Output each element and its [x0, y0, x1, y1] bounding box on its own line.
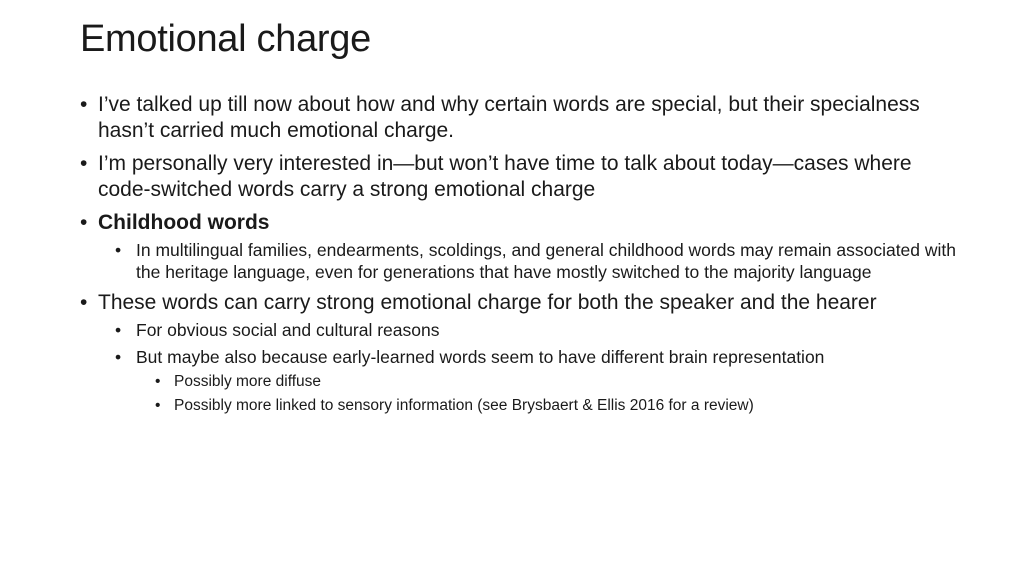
sub-sub-bullet-text: Possibly more diffuse	[174, 373, 322, 390]
bullet-point	[80, 151, 960, 203]
sub-bullet-list	[98, 320, 960, 415]
sub-bullet-point	[115, 320, 960, 342]
bullet-point	[80, 92, 960, 144]
slide-title: Emotional charge	[80, 18, 371, 60]
bullet-marker: •	[155, 373, 161, 390]
sub-bullet-point	[115, 240, 960, 283]
bullet-text: I’ve talked up till now about how and why certain words are special, but their specialness hasn’t carried much emotional charge.	[98, 93, 920, 142]
bullet-text: I’m personally very interested in—but won’t have time to talk about today—cases where code-switched words carry a strong emotional charge	[98, 152, 912, 201]
bullet-marker: •	[80, 93, 88, 116]
sub-bullet-text: In multilingual families, endearments, scoldings, and general childhood words may remain associated with the heritage language, even for generations that have mostly switched to the majority language	[136, 240, 957, 282]
sub-bullet-text: For obvious social and cultural reasons	[136, 320, 440, 340]
bullet-marker: •	[155, 397, 161, 414]
bullet-marker: •	[115, 240, 122, 260]
sub-sub-bullet-text: Possibly more linked to sensory information (see Brysbaert & Ellis 2016 for a review)	[174, 397, 754, 414]
bullet-marker: •	[80, 211, 88, 234]
bullet-text: These words can carry strong emotional charge for both the speaker and the hearer	[98, 291, 877, 314]
bullet-text-childhood-words: Childhood words	[98, 211, 270, 234]
sub-sub-bullet-list	[136, 372, 960, 415]
bullet-point	[80, 290, 960, 415]
bullet-marker: •	[115, 346, 122, 367]
sub-bullet-list	[98, 240, 960, 283]
bullet-point	[80, 210, 960, 283]
bullet-marker: •	[115, 320, 122, 340]
sub-sub-bullet-point	[155, 372, 960, 391]
sub-sub-bullet-point	[155, 396, 960, 415]
sub-bullet-point	[115, 347, 960, 416]
sub-bullet-text: But maybe also because early-learned words seem to have different brain representation	[136, 346, 825, 367]
bullet-marker: •	[80, 152, 88, 175]
slide-body	[80, 92, 960, 422]
bullet-marker: •	[80, 291, 88, 314]
